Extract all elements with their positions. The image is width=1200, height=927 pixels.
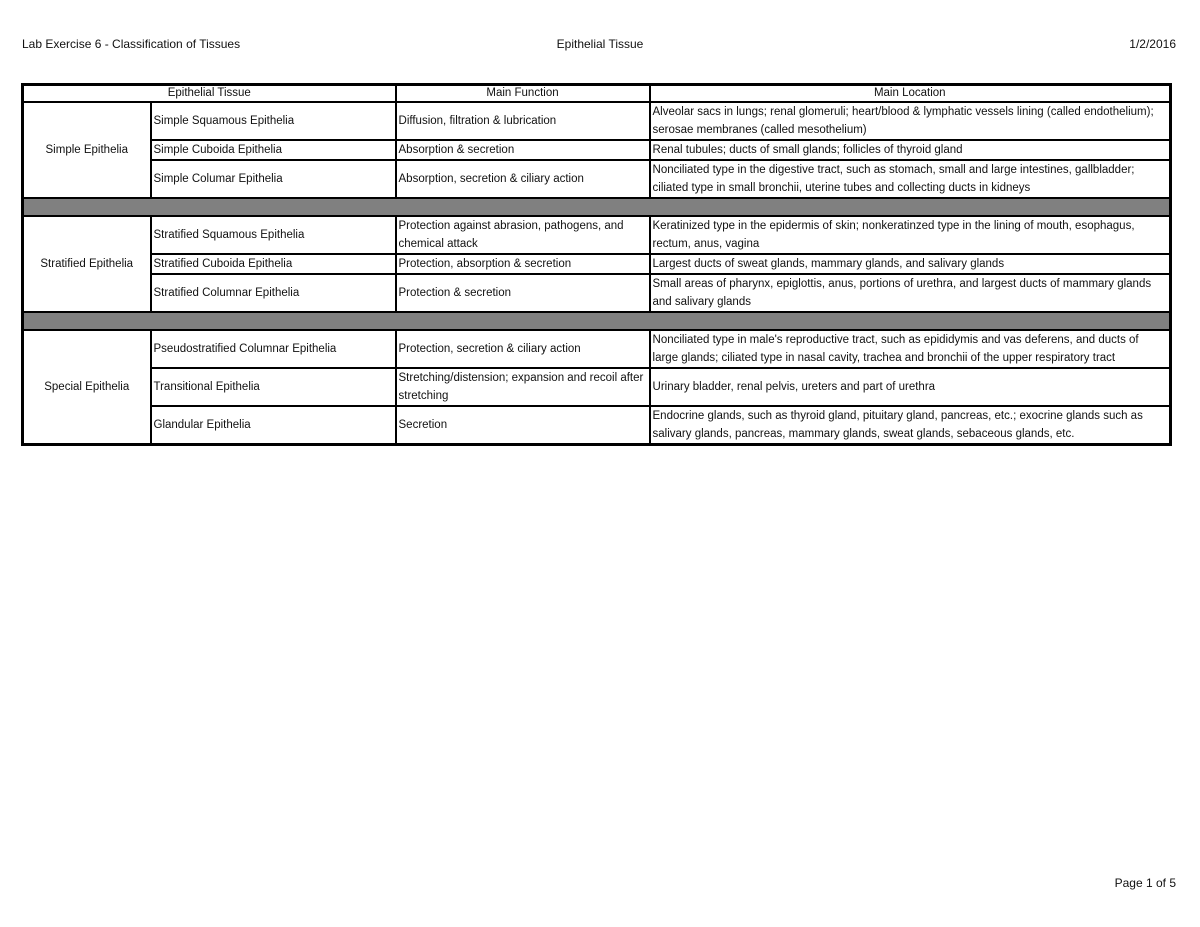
location-cell: Nonciliated type in male's reproductive tract, such as epididymis and vas deferens, and ducts of large glands; ciliated type in nasal cavity, trachea and bronchii of the upper respiratory tract [650,330,1171,368]
table-row [23,330,1171,368]
header-lab-title: Lab Exercise 6 - Classification of Tissues [22,37,241,51]
table-row [23,368,1171,406]
location-cell: Keratinized type in the epidermis of skin; nonkeratinzed type in the lining of mouth, esophagus, rectum, anus, vagina [650,216,1171,254]
function-cell: Secretion [396,406,650,445]
location-cell: Nonciliated type in the digestive tract, such as stomach, small and large intestines, gallbladder; ciliated type in small bronchii, uterine tubes and collecting ducts in kidneys [650,160,1171,198]
table-row [23,140,1171,160]
tissue-type-cell: Transitional Epithelia [151,368,396,406]
group-separator [23,198,1171,216]
table-row [23,216,1171,254]
col-header-location: Main Location [650,85,1171,103]
col-header-tissue: Epithelial Tissue [23,85,396,103]
function-cell: Stretching/distension; expansion and recoil after stretching [396,368,650,406]
header-sheet-title: Epithelial Tissue [556,37,644,51]
group-label-stratified: Stratified Epithelia [23,216,151,312]
function-cell: Protection & secretion [396,274,650,312]
function-cell: Absorption & secretion [396,140,650,160]
tissue-type-cell: Stratified Columnar Epithelia [151,274,396,312]
group-separator [23,312,1171,330]
tissue-type-cell: Stratified Squamous Epithelia [151,216,396,254]
location-cell: Urinary bladder, renal pelvis, ureters and part of urethra [650,368,1171,406]
location-cell: Small areas of pharynx, epiglottis, anus, portions of urethra, and largest ducts of mammary glands and salivary glands [650,274,1171,312]
table-row [23,254,1171,274]
location-cell: Endocrine glands, such as thyroid gland, pituitary gland, pancreas, etc.; exocrine glands such as salivary glands, pancreas, mammary glands, sweat glands, sebaceous glands, etc. [650,406,1171,445]
function-cell: Protection against abrasion, pathogens, and chemical attack [396,216,650,254]
tissue-type-cell: Stratified Cuboida Epithelia [151,254,396,274]
function-cell: Protection, absorption & secretion [396,254,650,274]
group-label-simple: Simple Epithelia [23,102,151,198]
table-row [23,102,1171,140]
tissue-type-cell: Simple Columar Epithelia [151,160,396,198]
tissue-type-cell: Simple Cuboida Epithelia [151,140,396,160]
location-cell: Renal tubules; ducts of small glands; follicles of thyroid gland [650,140,1171,160]
epithelial-tissue-table [21,83,1172,446]
function-cell: Absorption, secretion & ciliary action [396,160,650,198]
table-header-row [23,85,1171,103]
table-row [23,160,1171,198]
location-cell: Largest ducts of sweat glands, mammary glands, and salivary glands [650,254,1171,274]
table-row [23,406,1171,445]
col-header-function: Main Function [396,85,650,103]
tissue-type-cell: Pseudostratified Columnar Epithelia [151,330,396,368]
table-row [23,274,1171,312]
group-label-special: Special Epithelia [23,330,151,445]
tissue-type-cell: Simple Squamous Epithelia [151,102,396,140]
function-cell: Diffusion, filtration & lubrication [396,102,650,140]
page-number: Page 1 of 5 [1114,876,1176,890]
function-cell: Protection, secretion & ciliary action [396,330,650,368]
tissue-type-cell: Glandular Epithelia [151,406,396,445]
header-date: 1/2/2016 [1129,37,1176,51]
location-cell: Alveolar sacs in lungs; renal glomeruli; heart/blood & lymphatic vessels lining (called endothelium); serosae membranes (called mesothelium) [650,102,1171,140]
